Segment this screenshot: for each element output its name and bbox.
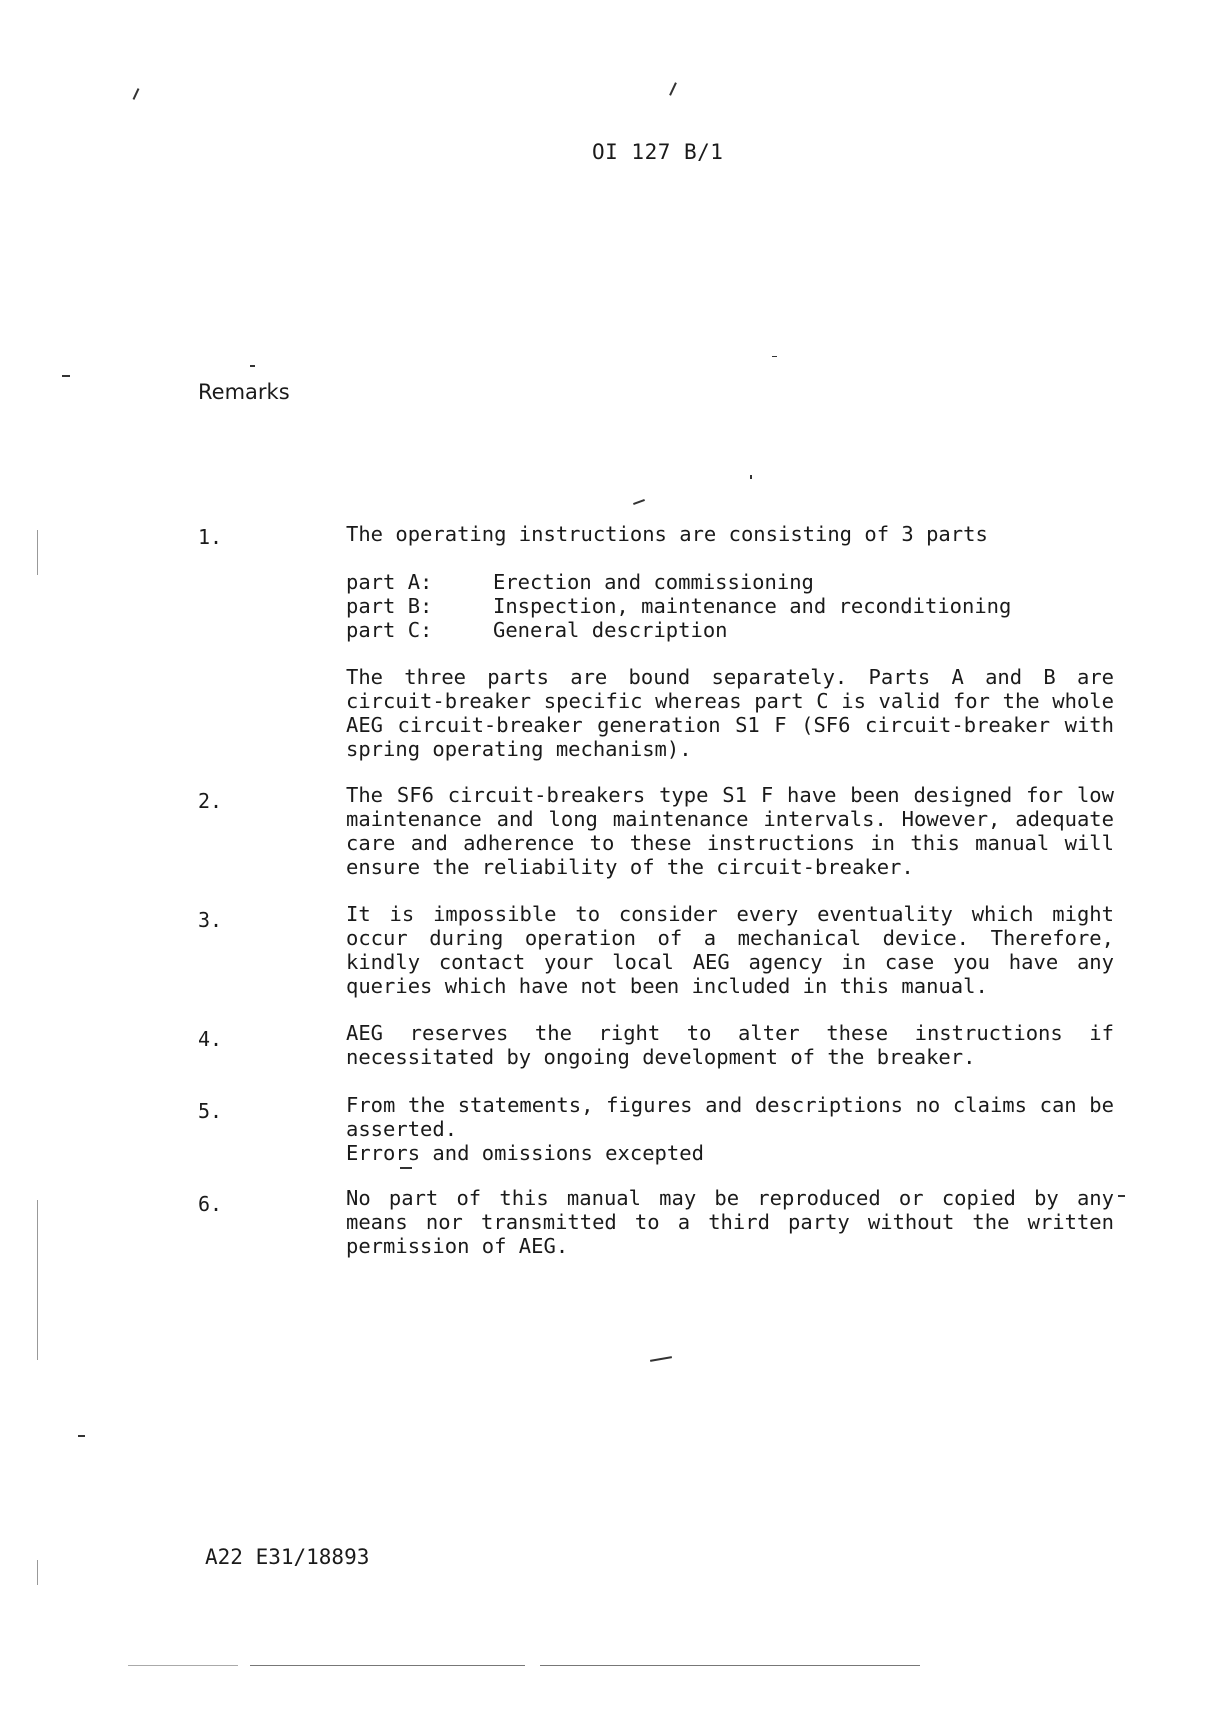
scan-bottom-line: [250, 1665, 525, 1666]
item-text: AEG reserves the right to alter these instructions if necessitated by ongoing development of the breaker.: [346, 1021, 1114, 1069]
item-number: 4.: [198, 1027, 223, 1051]
scan-mark: [250, 365, 255, 367]
part-label: part B:: [346, 594, 433, 618]
part-text: Erection and commissioning: [493, 570, 814, 594]
footer-document-code: A22 E31/18893: [205, 1545, 370, 1569]
part-text: Inspection, maintenance and reconditioning: [493, 594, 1012, 618]
scan-mark: [62, 375, 70, 377]
scan-bottom-line: [128, 1665, 238, 1666]
item-text-note: Errors and omissions excepted: [346, 1141, 704, 1165]
item-text: The SF6 circuit-breakers type S1 F have been designed for low maintenance and long maintenance intervals. However, adequate care and adherence to these instructions in this manual will ensure the reliability of the circuit-breaker.: [346, 783, 1114, 879]
part-label: part A:: [346, 570, 433, 594]
scan-mark: [669, 82, 677, 96]
scan-mark: [133, 88, 140, 100]
scan-margin-mark: [37, 1560, 38, 1585]
item-number: 3.: [198, 908, 223, 932]
scan-margin-mark: [37, 530, 38, 575]
item-text: No part of this manual may be reproduced or copied by any means nor transmitted to a third party without the written permission of AEG.: [346, 1186, 1114, 1258]
part-row: [346, 594, 1011, 618]
item-followup-text: The three parts are bound separately. Parts A and B are circuit-breaker specific whereas part C is valid for the whole AEG circuit-breaker generation S1 F (SF6 circuit-breaker with spring operating mechanism).: [346, 665, 1114, 761]
part-row: [346, 570, 814, 594]
scan-mark: [78, 1435, 85, 1437]
part-text: General description: [493, 618, 728, 642]
scan-mark: [750, 475, 752, 479]
scan-mark: [772, 356, 777, 357]
document-code: OI 127 B/1: [592, 140, 724, 164]
item-number: 2.: [198, 789, 223, 813]
item-text: It is impossible to consider every eventuality which might occur during operation of a mechanical device. Therefore, kindly contact your local AEG agency in case you have any queries which have not been included in this manual.: [346, 902, 1114, 998]
scan-mark: [400, 1167, 412, 1169]
item-number: 1.: [198, 525, 223, 549]
scan-mark: [650, 1356, 672, 1362]
part-label: part C:: [346, 618, 433, 642]
scan-bottom-line: [540, 1665, 920, 1666]
section-heading: Remarks: [198, 380, 290, 404]
item-intro-text: The operating instructions are consisting of 3 parts: [346, 522, 988, 546]
item-number: 6.: [198, 1192, 223, 1216]
item-text: From the statements, figures and descriptions no claims can be asserted.: [346, 1093, 1114, 1141]
scan-mark: [1118, 1195, 1125, 1197]
scan-mark: [633, 499, 645, 505]
item-number: 5.: [198, 1099, 223, 1123]
scan-margin-mark: [37, 1200, 38, 1360]
part-row: [346, 618, 728, 642]
